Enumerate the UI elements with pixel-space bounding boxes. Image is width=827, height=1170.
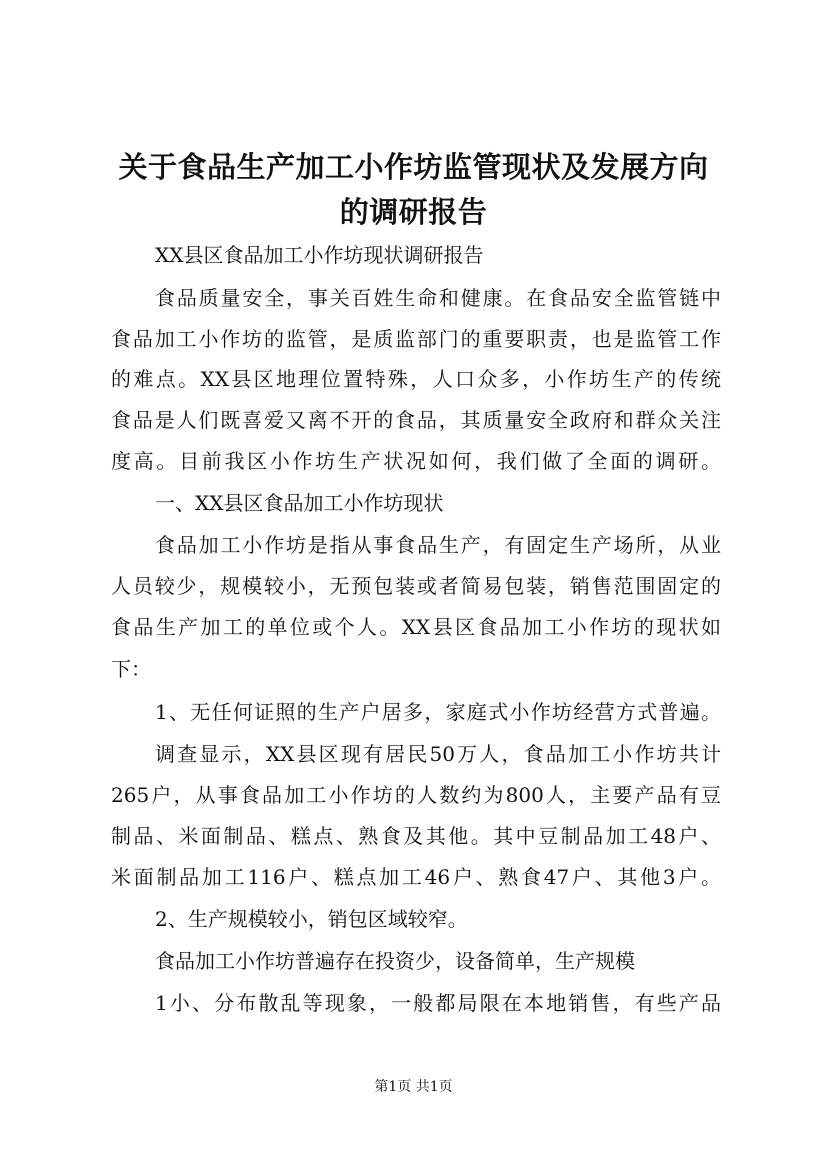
list-item-heading: 1、无任何证照的生产户居多，家庭式小作坊经营方式普遍。 (155, 700, 721, 724)
subtitle: XX县区食品加工小作坊现状调研报告 (155, 243, 484, 267)
paragraph-line: 265户，从事食品加工小作坊的人数约为800人，主要产品有豆 (111, 783, 721, 807)
paragraph-line: 制品、米面制品、糕点、熟食及其他。其中豆制品加工48户、 (111, 824, 721, 848)
paragraph-line: 食品生产加工的单位或个人。XX县区食品加工小作坊的现状如 (111, 615, 721, 639)
list-item-heading: 2、生产规模较小，销包区域较窄。 (155, 907, 468, 931)
paragraph-line: 下： (111, 657, 151, 681)
paragraph-line: 食品加工小作坊的监管，是质监部门的重要职责，也是监管工作 (111, 327, 721, 351)
document-title-line-2: 的调研报告 (339, 195, 488, 229)
paragraph-line: 食品加工小作坊是指从事食品生产，有固定生产场所，从业 (155, 533, 721, 557)
document-title-line-1: 关于食品生产加工小作坊监管现状及发展方向 (118, 150, 709, 184)
page-number-footer: 第1页 共1页 (374, 1079, 453, 1095)
paragraph-line: 1小、分布散乱等现象，一般都局限在本地销售，有些产品 (155, 991, 721, 1015)
paragraph-line: 食品质量安全，事关百姓生命和健康。在食品安全监管链中 (155, 286, 721, 310)
paragraph-line: 食品是人们既喜爱又离不开的食品，其质量安全政府和群众关注 (111, 408, 721, 432)
paragraph-line: 调查显示，XX县区现有居民50万人，食品加工小作坊共计 (155, 742, 721, 766)
paragraph-line: 人员较少，规模较小，无预包装或者简易包装，销售范围固定的 (111, 574, 721, 598)
section-heading: 一、XX县区食品加工小作坊现状 (155, 491, 444, 515)
paragraph-line: 米面制品加工116户、糕点加工46户、熟食47户、其他3户。 (111, 865, 721, 889)
paragraph-line: 食品加工小作坊普遍存在投资少，设备简单，生产规模 (155, 949, 635, 973)
paragraph-line: 的难点。XX县区地理位置特殊，人口众多，小作坊生产的传统 (111, 367, 721, 391)
paragraph-line: 度高。目前我区小作坊生产状况如何，我们做了全面的调研。 (111, 449, 721, 473)
